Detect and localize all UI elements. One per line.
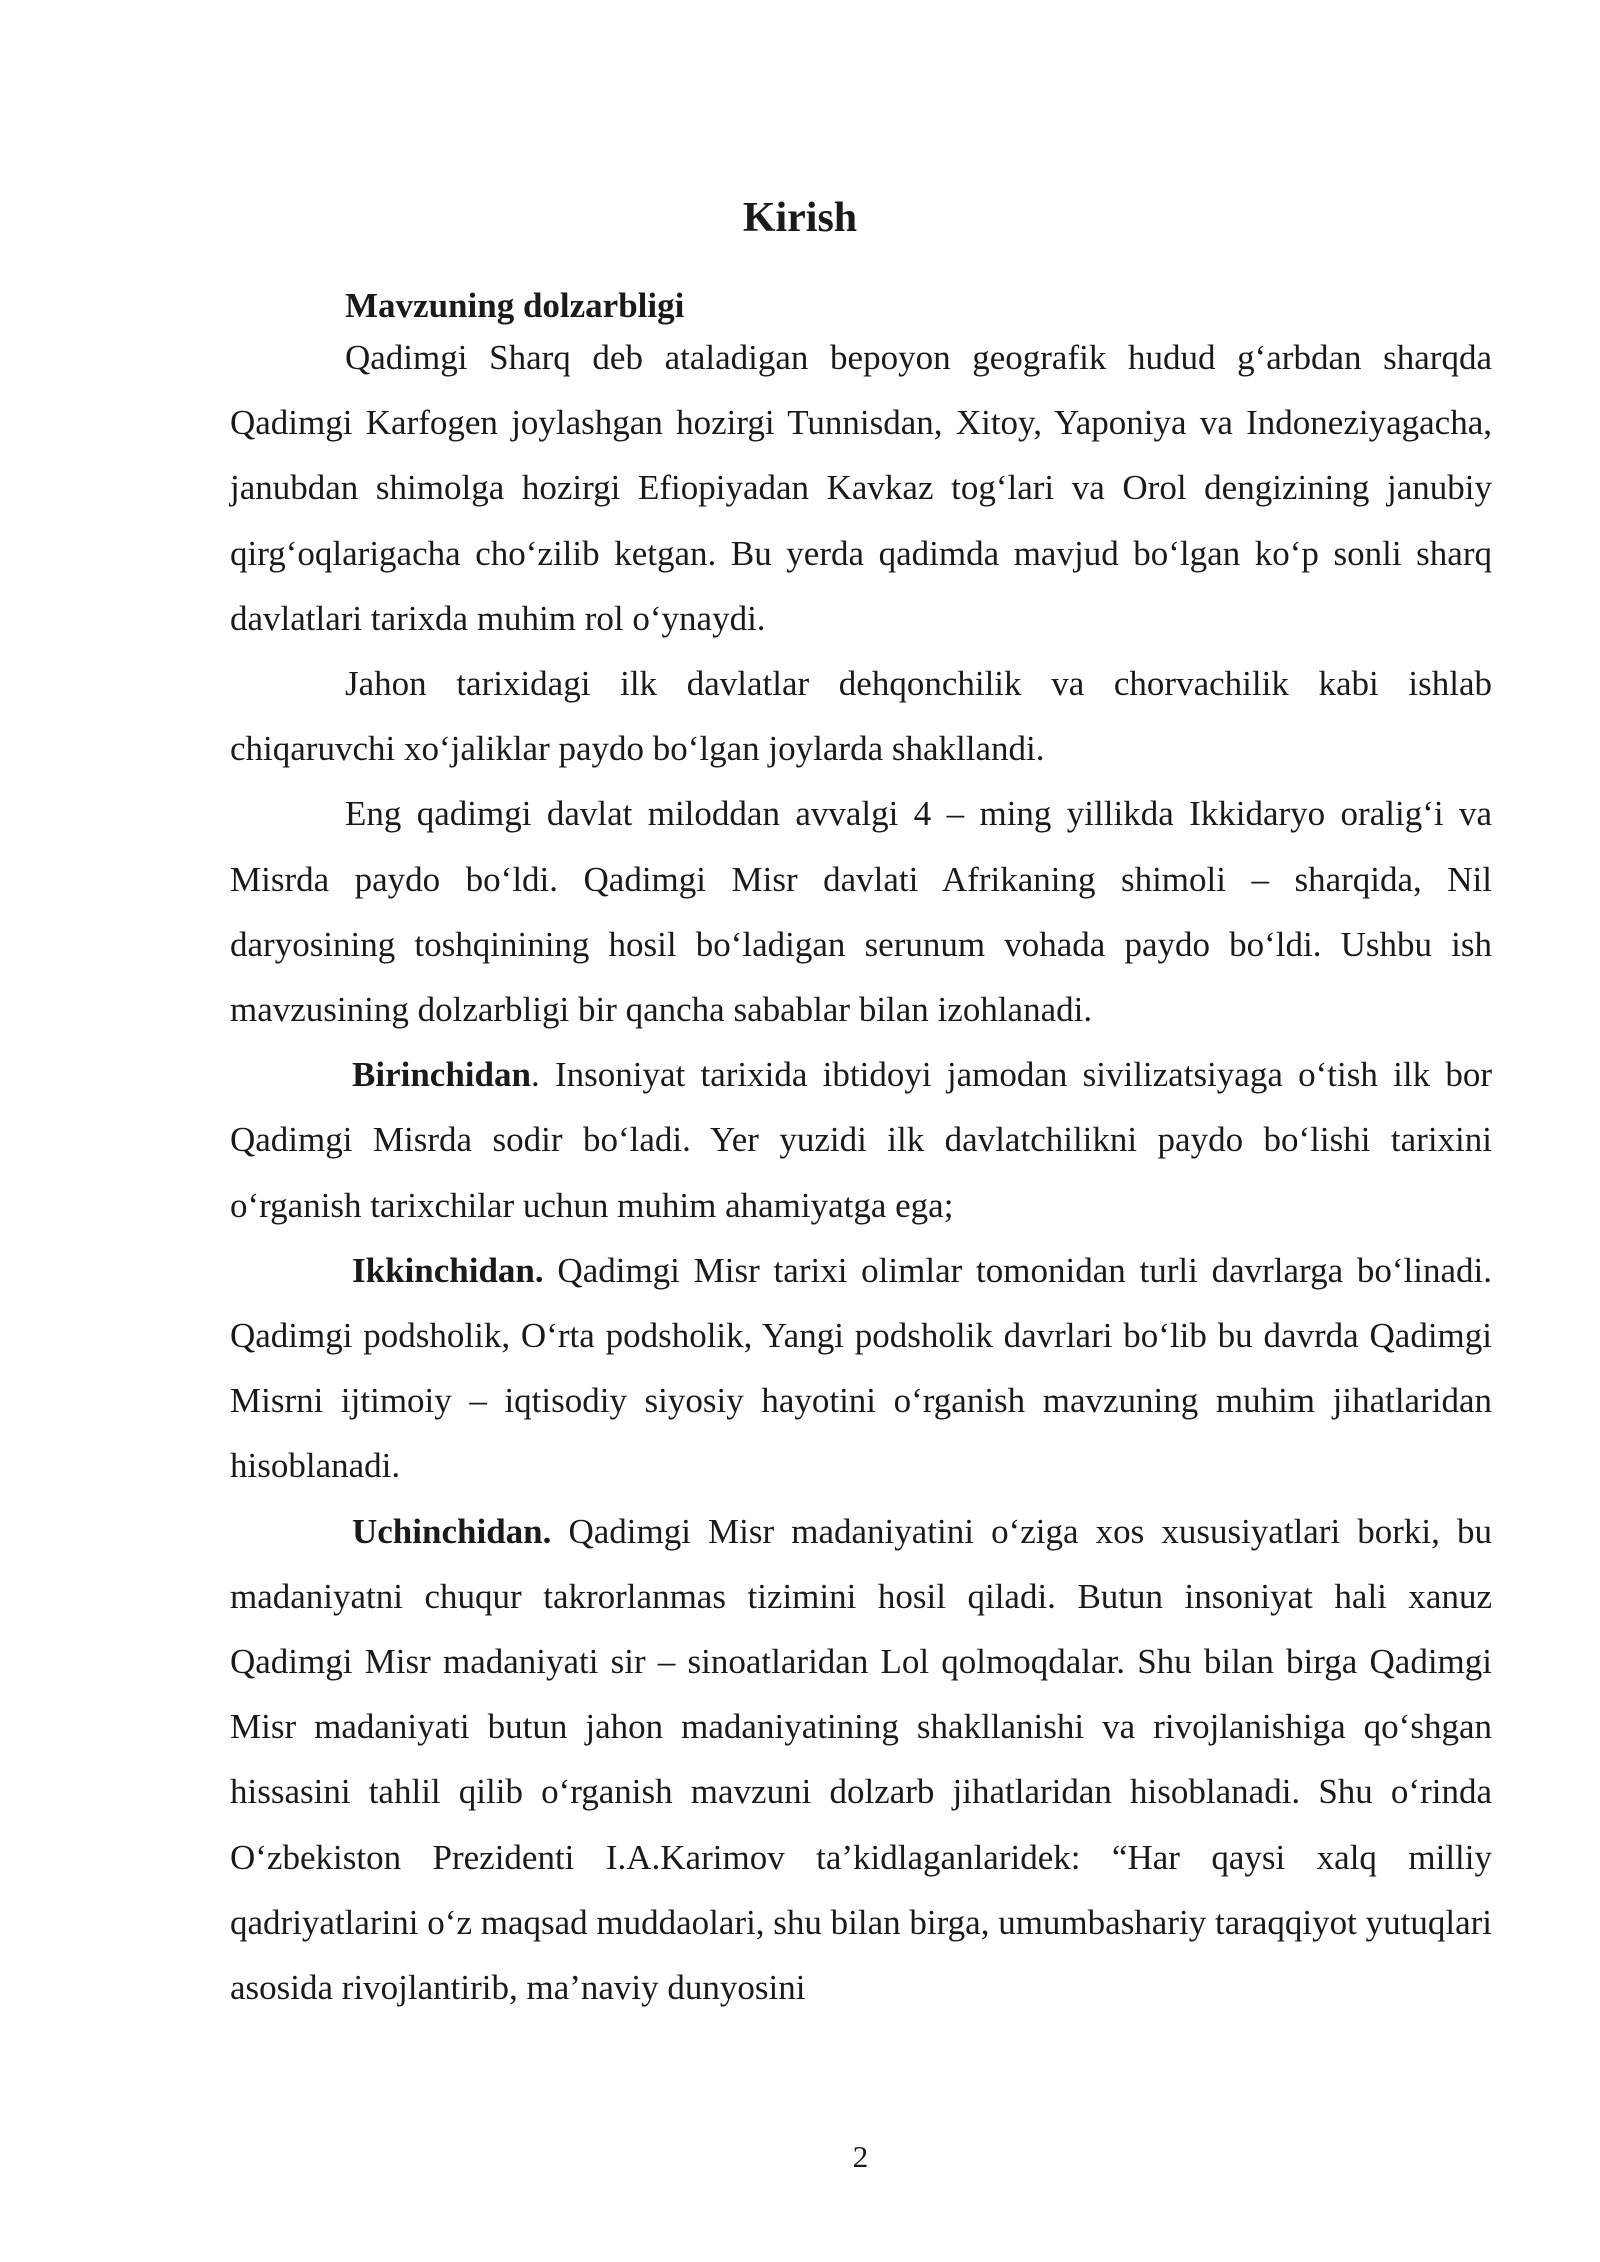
paragraph-4 <box>230 1042 1492 1238</box>
paragraph-text: . Insoniyat tarixida ibtidoyi jamodan sivilizatsiyaga o‘tish ilk bor Qadimgi Misrda sodir bo‘ladi. Yer yuzidi ilk davlatchilikni paydo bo‘lishi tarixini o‘rganish tarixchilar uchun muhim ahamiyatga ega; <box>230 1055 1492 1225</box>
paragraph-text: Qadimgi Misr madaniyatini o‘ziga xos xususiyatlari borki, bu madaniyatni chuqur takrorlanmas tizimini hosil qiladi. Butun insoniyat hali xanuz Qadimgi Misr madaniyati sir – sinoatlaridan Lol qolmoqdalar. Shu bilan birga Qadimgi Misr madaniyati butun jahon madaniyatining shakllanishi va rivojlanishiga qo‘shgan hissasini tahlil qilib o‘rganish mavzuni dolzarb jihatlaridan hisoblanadi. Shu o‘rinda O‘zbekiston Prezidenti I.A.Karimov ta’kidlaganlaridek: “Har qaysi xalq milliy qadriyatlarini o‘z maqsad muddaolari, shu bilan birga, umumbashariy taraqqiyot yutuqlari asosida rivojlantirib, ma’naviy dunyosini <box>230 1511 1492 2008</box>
paragraph-1 <box>230 325 1492 651</box>
paragraph-5 <box>230 1238 1492 1499</box>
paragraph-2 <box>230 651 1492 781</box>
paragraph-lead: Uchinchidan. <box>352 1511 552 1551</box>
paragraph-text: Eng qadimgi davlat miloddan avvalgi 4 – ming yillikda Ikkidaryo oralig‘i va Misrda paydo bo‘ldi. Qadimgi Misr davlati Afrikaning shimoli – sharqida, Nil daryosining toshqinining hosil bo‘ladigan serunum vohada paydo bo‘ldi. Ushbu ish mavzusining dolzarbligi bir qancha sabablar bilan izohlanadi. <box>230 794 1492 1030</box>
paragraph-6 <box>230 1499 1492 2021</box>
page-title: Kirish <box>742 195 858 241</box>
paragraph-lead: Birinchidan <box>352 1055 531 1095</box>
page-number: 2 <box>852 2139 869 2174</box>
section-heading: Mavzuning dolzarbligi <box>345 286 685 325</box>
paragraph-text: Qadimgi Sharq deb ataladigan bepoyon geografik hudud g‘arbdan sharqda Qadimgi Karfogen joylashgan hozirgi Tunnisdan, Xitoy, Yaponiya va Indoneziyagacha, janubdan shimolga hozirgi Efiopiyadan Kavkaz tog‘lari va Orol dengizining janubiy qirg‘oqlarigacha cho‘zilib ketgan. Bu yerda qadimda mavjud bo‘lgan ko‘p sonli sharq davlatlari tarixda muhim rol o‘ynaydi. <box>230 338 1492 638</box>
paragraph-3 <box>230 781 1492 1042</box>
paragraph-text: Jahon tarixidagi ilk davlatlar dehqonchilik va chorvachilik kabi ishlab chiqaruvchi xo‘jaliklar paydo bo‘lgan joylarda shakllandi. <box>230 664 1492 769</box>
paragraph-lead: Ikkinchidan. <box>352 1250 544 1290</box>
paragraph-text: Qadimgi Misr tarixi olimlar tomonidan turli davrlarga bo‘linadi. Qadimgi podsholik, O‘rta podsholik, Yangi podsholik davrlari bo‘lib bu davrda Qadimgi Misrni ijtimoiy – iqtisodiy siyosiy hayotini o‘rganish mavzuning muhim jihatlaridan hisoblanadi. <box>230 1250 1492 1486</box>
body-text <box>230 325 1492 2020</box>
